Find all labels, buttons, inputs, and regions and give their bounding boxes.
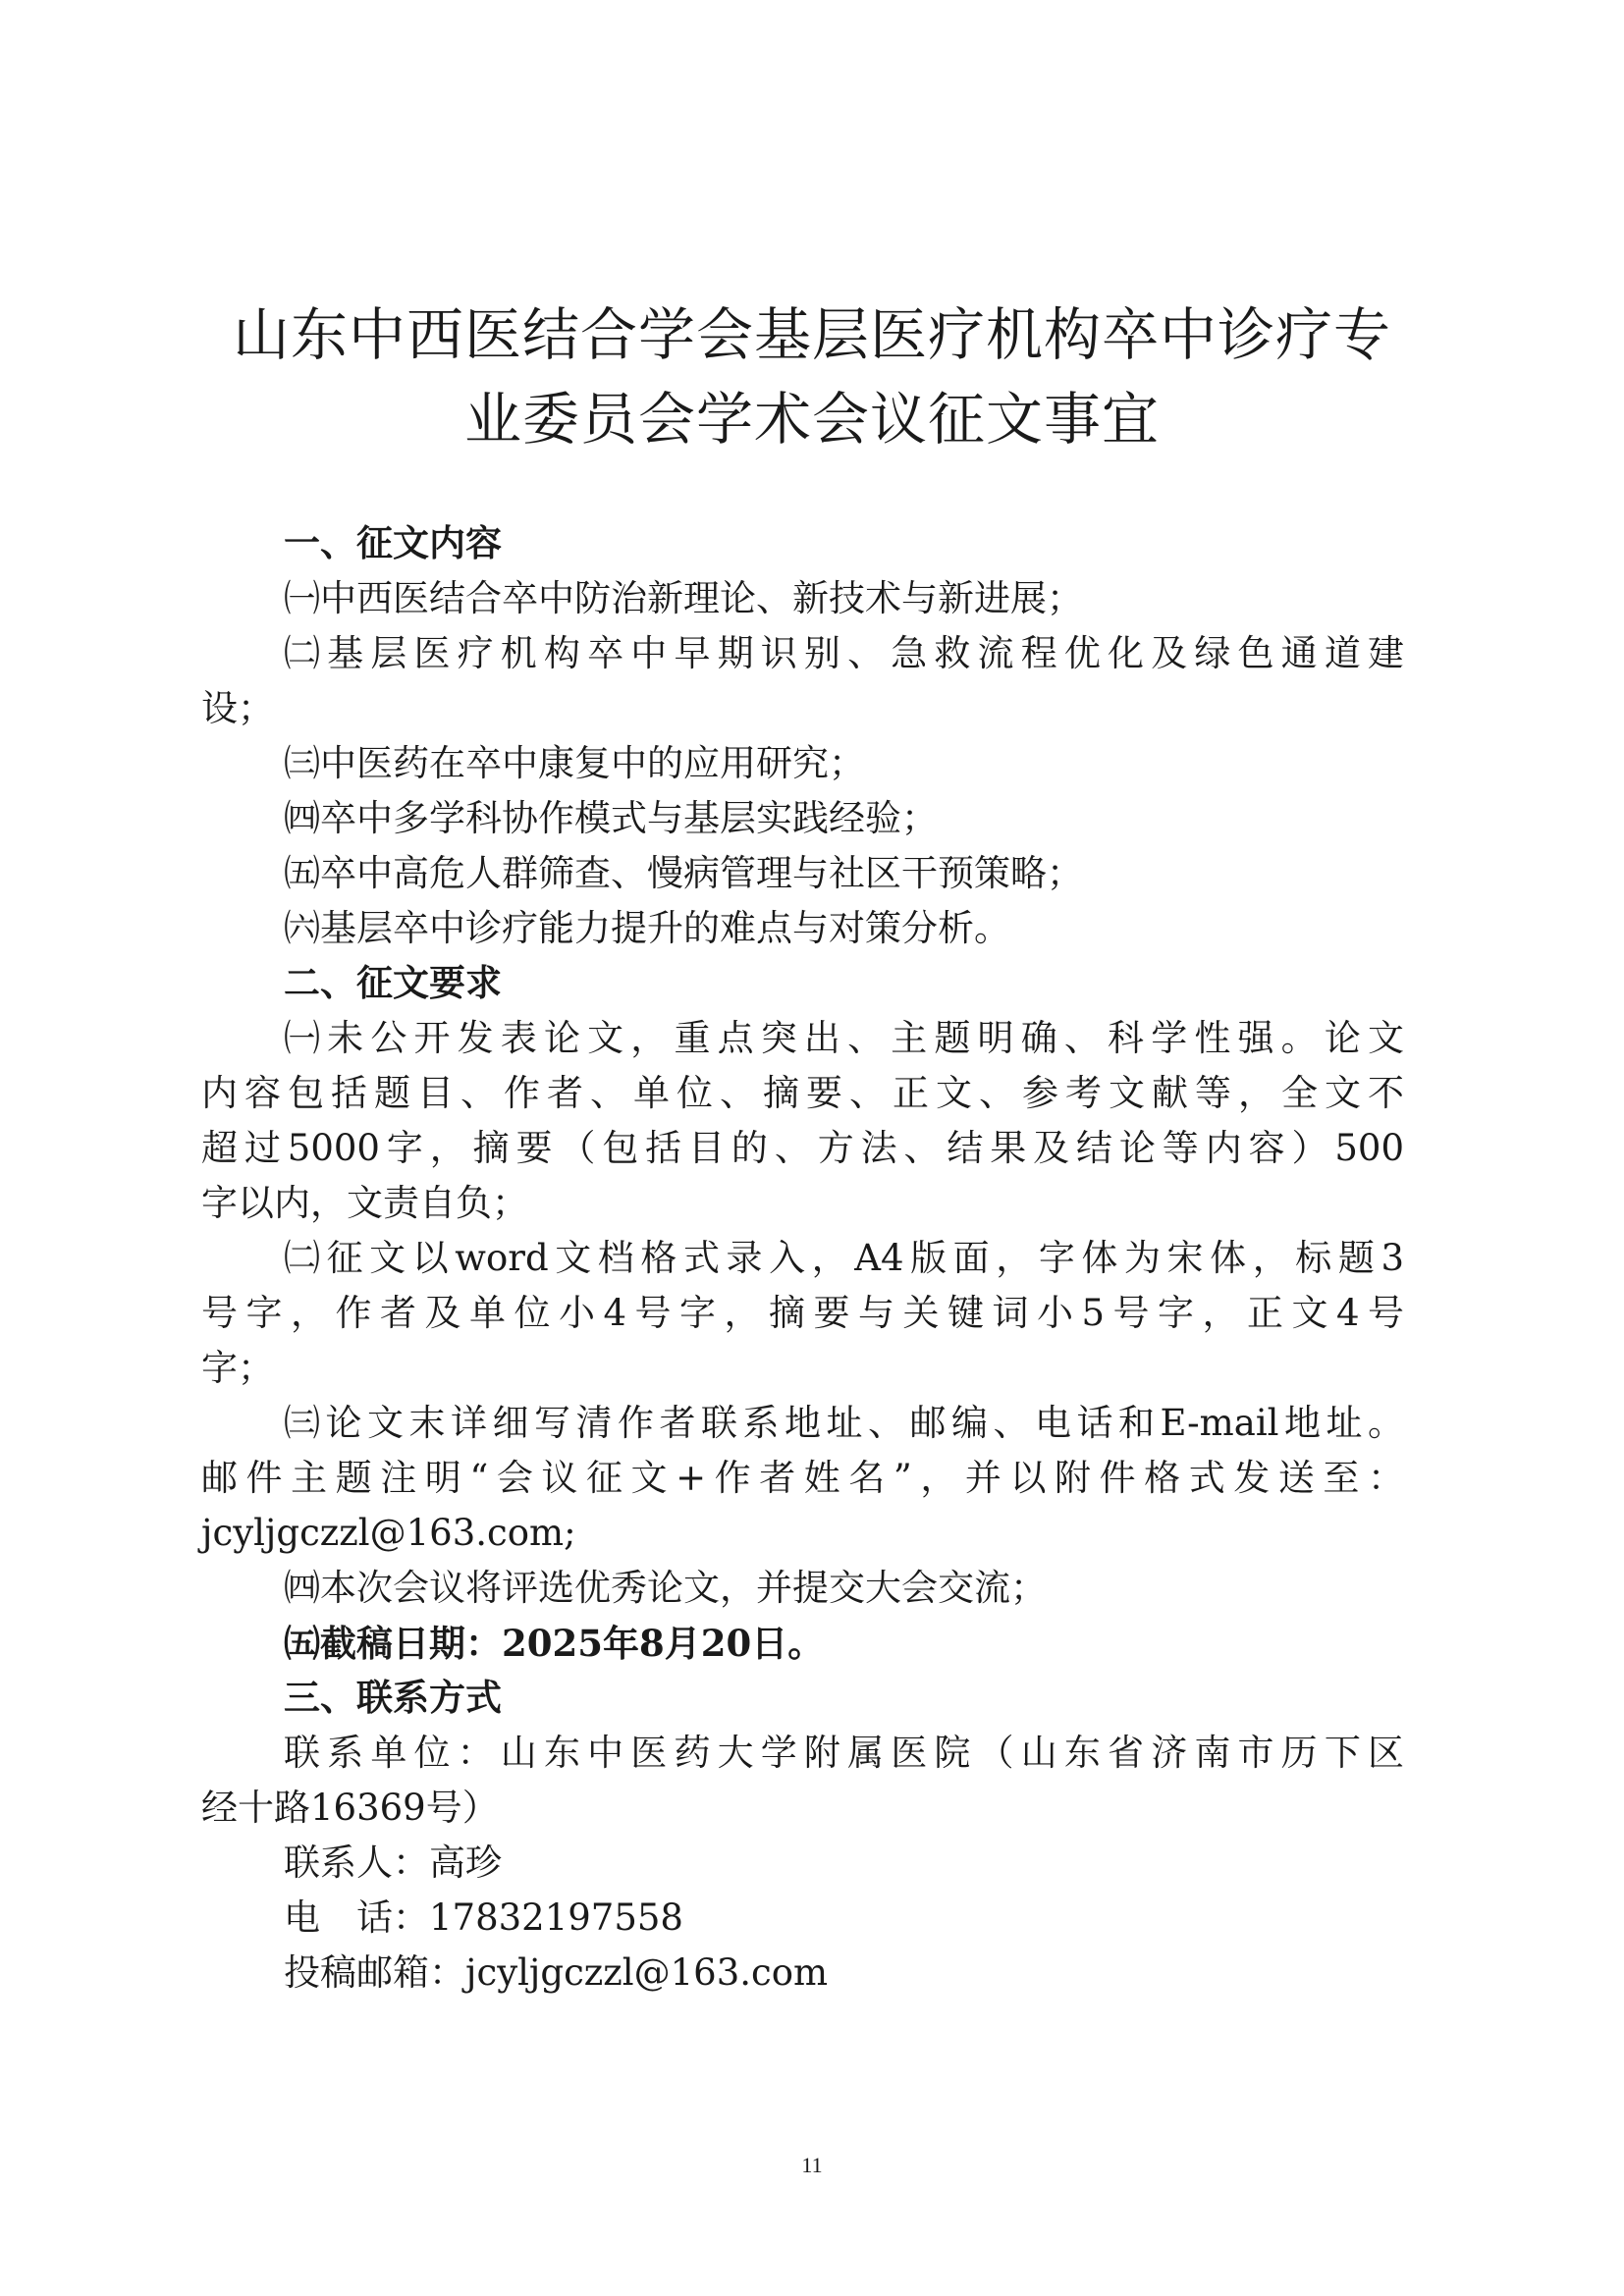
requirement-line: ㈢论文末详细写清作者联系地址、邮编、电话和E-mail地址。 — [284, 1402, 1404, 1444]
section-heading-requirements: 二、征文要求 — [284, 962, 502, 1004]
contact-address-line: 经十路16369号） — [201, 1787, 499, 1829]
document-body — [201, 516, 1404, 2001]
requirement-line: 邮件主题注明“会议征文+作者姓名”，并以附件格式发送至： — [201, 1457, 1404, 1499]
page-title — [187, 293, 1437, 461]
contact-person-line: 联系人：高珍 — [284, 1842, 502, 1884]
section-heading-contact: 三、联系方式 — [284, 1677, 502, 1719]
content-item: ㈥基层卒中诊疗能力提升的难点与对策分析。 — [284, 907, 1010, 949]
requirement-line: ㈡征文以word文档格式录入，A4版面，字体为宋体，标题3 — [284, 1237, 1404, 1279]
content-item: ㈣卒中多学科协作模式与基层实践经验； — [284, 797, 938, 839]
contact-email-line: 投稿邮箱：jcyljgczzl@163.com — [284, 1951, 829, 1994]
contact-unit-line: 联系单位：山东中医药大学附属医院（山东省济南市历下区 — [284, 1732, 1404, 1774]
page-number: 11 — [801, 2153, 823, 2177]
content-item: ㈤卒中高危人群筛查、慢病管理与社区干预策略； — [284, 852, 1083, 894]
requirement-line: 号字，作者及单位小4号字，摘要与关键词小5号字，正文4号 — [201, 1292, 1404, 1334]
requirement-line: ㈣本次会议将评选优秀论文，并提交大会交流； — [284, 1567, 1047, 1609]
requirement-line: ㈠未公开发表论文，重点突出、主题明确、科学性强。论文 — [284, 1017, 1404, 1059]
requirement-line: 超过5000字，摘要（包括目的、方法、结果及结论等内容）500 — [201, 1127, 1404, 1169]
section-heading-content: 一、征文内容 — [284, 522, 502, 564]
submission-email-text: jcyljgczzl@163.com; — [201, 1512, 576, 1554]
content-item: 设； — [201, 687, 274, 729]
requirement-line: 内容包括题目、作者、单位、摘要、正文、参考文献等，全文不 — [201, 1072, 1404, 1114]
content-item: ㈠中西医结合卒中防治新理论、新技术与新进展； — [284, 577, 1083, 619]
title-line-2: 业委员会学术会议征文事宜 — [463, 386, 1160, 453]
content-item: ㈢中医药在卒中康复中的应用研究； — [284, 742, 865, 784]
requirement-line: 字； — [201, 1347, 274, 1389]
content-item: ㈡基层医疗机构卒中早期识别、急救流程优化及绿色通道建 — [284, 632, 1404, 674]
contact-phone-line: 电 话：17832197558 — [284, 1896, 683, 1939]
title-line-1: 山东中西医结合学会基层医疗机构卒中诊疗专 — [232, 301, 1391, 368]
deadline-line: ㈤截稿日期：2025年8月20日。 — [284, 1622, 825, 1665]
requirement-line: 字以内，文责自负； — [201, 1182, 528, 1224]
